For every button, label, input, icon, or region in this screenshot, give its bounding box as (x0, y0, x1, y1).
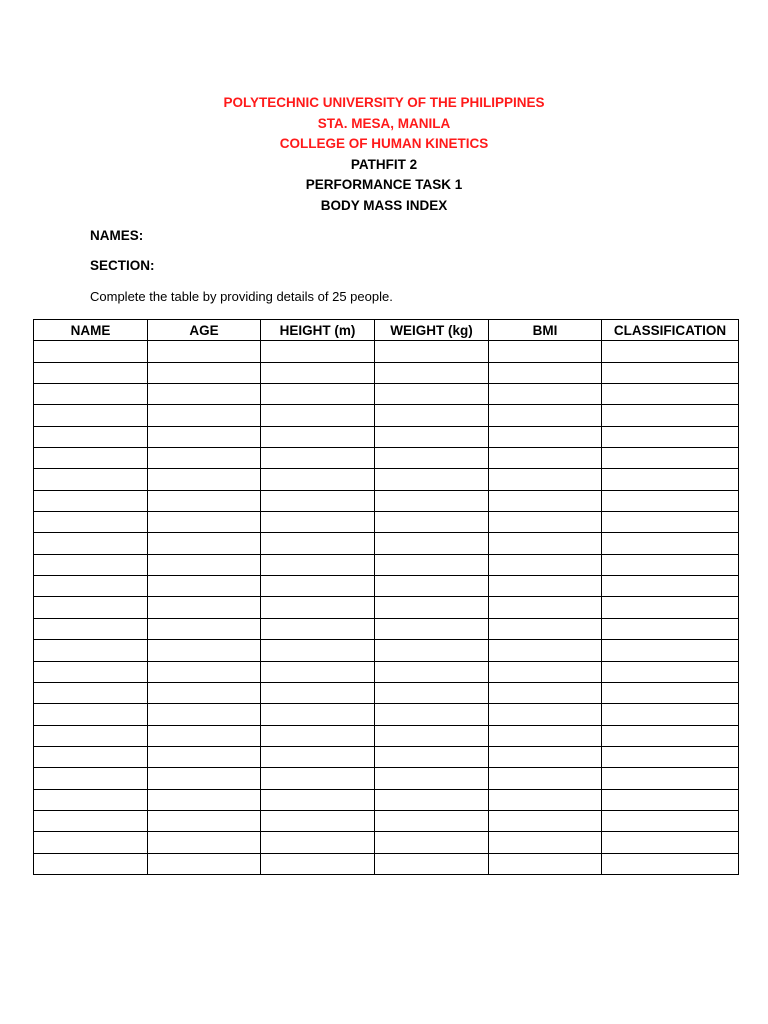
table-cell-name[interactable] (34, 448, 148, 469)
table-row (34, 725, 739, 746)
column-header-age: AGE (148, 320, 261, 341)
table-cell-height[interactable] (261, 448, 375, 469)
column-header-bmi: BMI (489, 320, 602, 341)
table-cell-weight[interactable] (375, 426, 489, 447)
table-row (34, 789, 739, 810)
table-cell-weight[interactable] (375, 554, 489, 575)
table-row (34, 490, 739, 511)
bmi-table (33, 319, 739, 875)
table-cell-classification[interactable] (602, 810, 739, 831)
table-cell-age[interactable] (148, 597, 261, 618)
table-cell-age[interactable] (148, 640, 261, 661)
table-cell-age[interactable] (148, 469, 261, 490)
table-cell-classification[interactable] (602, 789, 739, 810)
topic-title: BODY MASS INDEX (320, 197, 448, 213)
table-cell-bmi[interactable] (489, 789, 602, 810)
table-cell-bmi[interactable] (489, 426, 602, 447)
table-cell-name[interactable] (34, 341, 148, 362)
table-cell-height[interactable] (261, 554, 375, 575)
table-cell-classification[interactable] (602, 341, 739, 362)
table-row (34, 618, 739, 639)
table-cell-age[interactable] (148, 704, 261, 725)
table-cell-age[interactable] (148, 341, 261, 362)
table-cell-classification[interactable] (602, 661, 739, 682)
table-cell-weight[interactable] (375, 725, 489, 746)
table-cell-height[interactable] (261, 746, 375, 767)
column-header-classification: CLASSIFICATION (602, 320, 739, 341)
table-cell-age[interactable] (148, 426, 261, 447)
names-label: NAMES: (90, 228, 144, 243)
university-location: STA. MESA, MANILA (317, 115, 451, 131)
table-cell-name[interactable] (34, 576, 148, 597)
table-cell-age[interactable] (148, 853, 261, 874)
table-cell-weight[interactable] (375, 533, 489, 554)
table-row (34, 661, 739, 682)
table-cell-bmi[interactable] (489, 853, 602, 874)
table-row (34, 448, 739, 469)
table-cell-name[interactable] (34, 426, 148, 447)
table-row (34, 384, 739, 405)
table-cell-age[interactable] (148, 576, 261, 597)
table-row (34, 405, 739, 426)
table-cell-classification[interactable] (602, 490, 739, 511)
table-cell-weight[interactable] (375, 384, 489, 405)
column-header-weight: WEIGHT (kg) (375, 320, 489, 341)
table-cell-classification[interactable] (602, 576, 739, 597)
table-cell-name[interactable] (34, 512, 148, 533)
table-cell-classification[interactable] (602, 448, 739, 469)
table-cell-bmi[interactable] (489, 576, 602, 597)
table-cell-classification[interactable] (602, 405, 739, 426)
table-cell-name[interactable] (34, 789, 148, 810)
table-row (34, 533, 739, 554)
table-cell-weight[interactable] (375, 704, 489, 725)
course-title: PATHFIT 2 (350, 156, 418, 172)
table-cell-age[interactable] (148, 618, 261, 639)
table-row (34, 746, 739, 767)
table-cell-classification[interactable] (602, 704, 739, 725)
table-cell-height[interactable] (261, 426, 375, 447)
table-cell-name[interactable] (34, 405, 148, 426)
table-cell-height[interactable] (261, 362, 375, 383)
table-cell-name[interactable] (34, 554, 148, 575)
section-label: SECTION: (90, 258, 155, 273)
table-cell-age[interactable] (148, 384, 261, 405)
table-cell-bmi[interactable] (489, 746, 602, 767)
table-cell-height[interactable] (261, 618, 375, 639)
table-cell-height[interactable] (261, 576, 375, 597)
table-cell-classification[interactable] (602, 597, 739, 618)
table-cell-name[interactable] (34, 469, 148, 490)
table-cell-height[interactable] (261, 640, 375, 661)
table-header-row (34, 320, 739, 341)
table-cell-name[interactable] (34, 768, 148, 789)
table-cell-name[interactable] (34, 597, 148, 618)
table-cell-weight[interactable] (375, 789, 489, 810)
table-cell-name[interactable] (34, 746, 148, 767)
table-cell-weight[interactable] (375, 405, 489, 426)
table-cell-name[interactable] (34, 810, 148, 831)
college-name: COLLEGE OF HUMAN KINETICS (279, 136, 489, 151)
table-cell-height[interactable] (261, 704, 375, 725)
table-cell-classification[interactable] (602, 725, 739, 746)
table-cell-classification[interactable] (602, 832, 739, 853)
table-row (34, 704, 739, 725)
table-cell-height[interactable] (261, 789, 375, 810)
table-cell-age[interactable] (148, 362, 261, 383)
table-cell-classification[interactable] (602, 362, 739, 383)
table-cell-age[interactable] (148, 725, 261, 746)
table-cell-bmi[interactable] (489, 640, 602, 661)
table-cell-weight[interactable] (375, 341, 489, 362)
table-cell-height[interactable] (261, 469, 375, 490)
table-cell-age[interactable] (148, 832, 261, 853)
table-cell-bmi[interactable] (489, 704, 602, 725)
table-cell-weight[interactable] (375, 661, 489, 682)
university-name: POLYTECHNIC UNIVERSITY OF THE PHILIPPINES (223, 95, 545, 110)
table-cell-name[interactable] (34, 618, 148, 639)
table-cell-name[interactable] (34, 362, 148, 383)
table-cell-weight[interactable] (375, 832, 489, 853)
task-title: PERFORMANCE TASK 1 (305, 177, 463, 192)
table-row (34, 554, 739, 575)
table-cell-name[interactable] (34, 725, 148, 746)
table-cell-age[interactable] (148, 682, 261, 703)
table-cell-classification[interactable] (602, 746, 739, 767)
table-cell-height[interactable] (261, 768, 375, 789)
table-cell-age[interactable] (148, 490, 261, 511)
table-cell-bmi[interactable] (489, 512, 602, 533)
table-cell-age[interactable] (148, 554, 261, 575)
table-cell-weight[interactable] (375, 682, 489, 703)
table-cell-bmi[interactable] (489, 661, 602, 682)
table-cell-name[interactable] (34, 853, 148, 874)
table-row (34, 576, 739, 597)
table-cell-height[interactable] (261, 490, 375, 511)
table-cell-weight[interactable] (375, 618, 489, 639)
table-cell-bmi[interactable] (489, 810, 602, 831)
table-cell-classification[interactable] (602, 682, 739, 703)
table-row (34, 341, 739, 362)
table-cell-height[interactable] (261, 725, 375, 746)
table-cell-height[interactable] (261, 597, 375, 618)
table-cell-height[interactable] (261, 405, 375, 426)
table-cell-bmi[interactable] (489, 725, 602, 746)
table-cell-weight[interactable] (375, 448, 489, 469)
table-cell-age[interactable] (148, 661, 261, 682)
table-cell-height[interactable] (261, 384, 375, 405)
table-cell-age[interactable] (148, 768, 261, 789)
table-cell-height[interactable] (261, 341, 375, 362)
table-cell-weight[interactable] (375, 512, 489, 533)
document-header (0, 93, 768, 216)
table-row (34, 810, 739, 831)
table-cell-age[interactable] (148, 448, 261, 469)
table-cell-height[interactable] (261, 661, 375, 682)
table-cell-weight[interactable] (375, 746, 489, 767)
table-row (34, 832, 739, 853)
table-cell-name[interactable] (34, 533, 148, 554)
table-cell-bmi[interactable] (489, 490, 602, 511)
table-cell-classification[interactable] (602, 768, 739, 789)
table-cell-classification[interactable] (602, 640, 739, 661)
table-row (34, 768, 739, 789)
table-cell-bmi[interactable] (489, 405, 602, 426)
table-cell-classification[interactable] (602, 533, 739, 554)
table-cell-bmi[interactable] (489, 597, 602, 618)
table-cell-name[interactable] (34, 704, 148, 725)
table-cell-classification[interactable] (602, 853, 739, 874)
table-cell-bmi[interactable] (489, 682, 602, 703)
table-cell-name[interactable] (34, 384, 148, 405)
table-cell-height[interactable] (261, 682, 375, 703)
table-row (34, 640, 739, 661)
table-cell-classification[interactable] (602, 426, 739, 447)
table-cell-bmi[interactable] (489, 469, 602, 490)
table-cell-height[interactable] (261, 512, 375, 533)
table-cell-classification[interactable] (602, 512, 739, 533)
table-cell-bmi[interactable] (489, 554, 602, 575)
table-cell-name[interactable] (34, 640, 148, 661)
table-cell-height[interactable] (261, 533, 375, 554)
table-cell-bmi[interactable] (489, 618, 602, 639)
table-row (34, 597, 739, 618)
table-cell-name[interactable] (34, 832, 148, 853)
table-cell-weight[interactable] (375, 469, 489, 490)
table-cell-bmi[interactable] (489, 768, 602, 789)
table-cell-age[interactable] (148, 789, 261, 810)
table-cell-weight[interactable] (375, 810, 489, 831)
table-row (34, 853, 739, 874)
table-cell-classification[interactable] (602, 384, 739, 405)
table-row (34, 426, 739, 447)
table-cell-classification[interactable] (602, 554, 739, 575)
table-row (34, 362, 739, 383)
table-cell-weight[interactable] (375, 597, 489, 618)
instruction-text: Complete the table by providing details of 25 people. (90, 289, 393, 304)
column-header-name: NAME (34, 320, 148, 341)
table-row (34, 469, 739, 490)
table-cell-age[interactable] (148, 810, 261, 831)
table-cell-bmi[interactable] (489, 448, 602, 469)
table-cell-bmi[interactable] (489, 832, 602, 853)
table-cell-name[interactable] (34, 661, 148, 682)
table-cell-weight[interactable] (375, 490, 489, 511)
table-cell-age[interactable] (148, 512, 261, 533)
table-cell-weight[interactable] (375, 576, 489, 597)
table-cell-bmi[interactable] (489, 341, 602, 362)
table-row (34, 512, 739, 533)
table-body (34, 341, 739, 875)
table-cell-height[interactable] (261, 810, 375, 831)
table-cell-weight[interactable] (375, 362, 489, 383)
table-cell-bmi[interactable] (489, 384, 602, 405)
table-cell-height[interactable] (261, 853, 375, 874)
table-cell-bmi[interactable] (489, 362, 602, 383)
table-cell-name[interactable] (34, 682, 148, 703)
table-cell-weight[interactable] (375, 768, 489, 789)
table-cell-age[interactable] (148, 405, 261, 426)
table-cell-name[interactable] (34, 490, 148, 511)
table-cell-bmi[interactable] (489, 533, 602, 554)
table-cell-height[interactable] (261, 832, 375, 853)
table-cell-age[interactable] (148, 533, 261, 554)
table-cell-classification[interactable] (602, 469, 739, 490)
table-cell-classification[interactable] (602, 618, 739, 639)
table-cell-age[interactable] (148, 746, 261, 767)
table-cell-weight[interactable] (375, 640, 489, 661)
table-cell-weight[interactable] (375, 853, 489, 874)
column-header-height: HEIGHT (m) (261, 320, 375, 341)
table-row (34, 682, 739, 703)
